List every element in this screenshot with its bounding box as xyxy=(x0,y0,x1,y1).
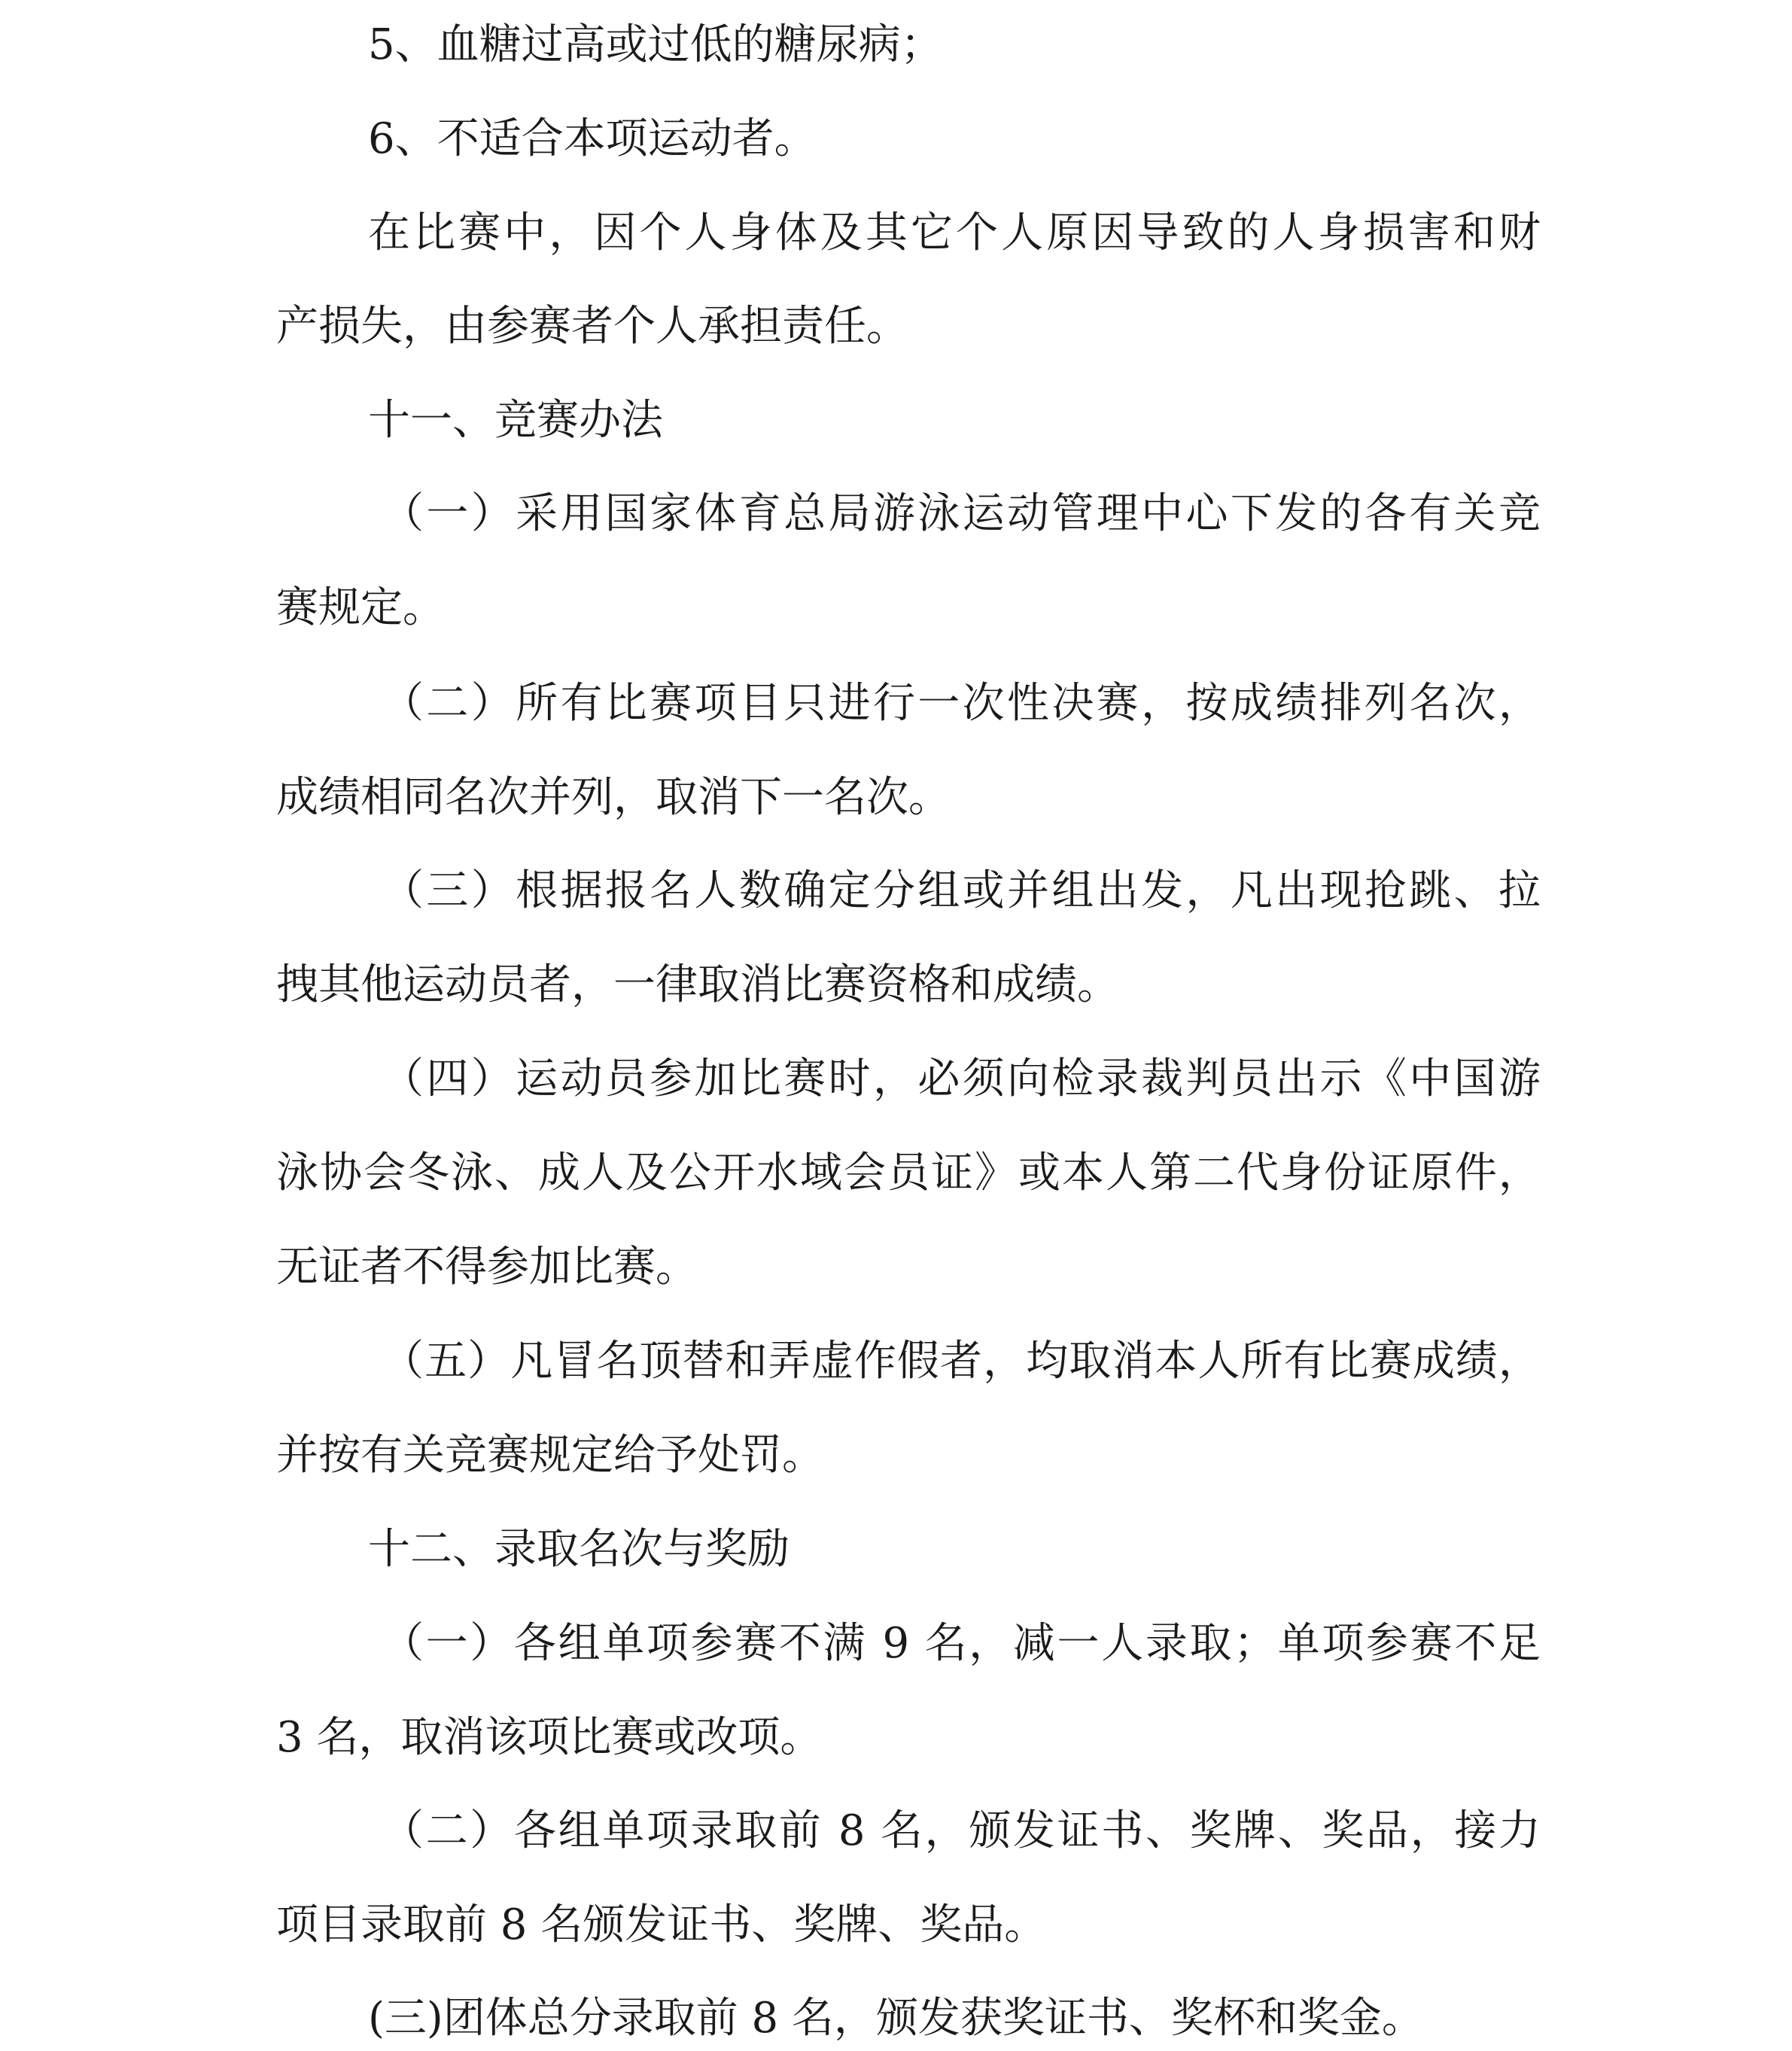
award-1-line-2: 3 名，取消该项比赛或改项。 xyxy=(276,1713,823,1762)
item-6-unsuitable: 6、不适合本项运动者。 xyxy=(368,114,817,163)
rule-1-line-2: 赛规定。 xyxy=(276,583,445,632)
rule-4-line-1: （四）运动员参加比赛时，必须向检录裁判员出示《中国游 xyxy=(382,1054,1541,1103)
rule-1-line-1: （一）采用国家体育总局游泳运动管理中心下发的各有关竞 xyxy=(382,489,1541,538)
award-1-line-1: （一）各组单项参赛不满 9 名，减一人录取；单项参赛不足 xyxy=(382,1619,1541,1668)
rule-3-line-1: （三）根据报名人数确定分组或并组出发，凡出现抢跳、拉 xyxy=(382,866,1541,915)
rule-4-line-3: 无证者不得参加比赛。 xyxy=(276,1243,698,1292)
award-2-line-1: （二）各组单项录取前 8 名，颁发证书、奖牌、奖品，接力 xyxy=(382,1806,1541,1855)
item-5-diabetes: 5、血糖过高或过低的糖尿病； xyxy=(368,20,943,69)
section-11-heading: 十一、竞赛办法 xyxy=(368,396,663,445)
rule-5-line-2: 并按有关竞赛规定给予处罚。 xyxy=(276,1431,824,1480)
liability-paragraph-line-2: 产损失，由参赛者个人承担责任。 xyxy=(276,302,908,351)
liability-paragraph-line-1: 在比赛中，因个人身体及其它个人原因导致的人身损害和财 xyxy=(368,208,1541,257)
rule-4-line-2: 泳协会冬泳、成人及公开水域会员证》或本人第二代身份证原件， xyxy=(276,1149,1541,1197)
award-2-line-2: 项目录取前 8 名颁发证书、奖牌、奖品。 xyxy=(276,1900,1047,1949)
award-3-line-1: (三)团体总分录取前 8 名，颁发获奖证书、奖杯和奖金。 xyxy=(368,1994,1424,2043)
rule-5-line-1: （五）凡冒名顶替和弄虚作假者，均取消本人所有比赛成绩， xyxy=(382,1337,1541,1386)
rule-2-line-2: 成绩相同名次并列，取消下一名次。 xyxy=(276,773,951,822)
rule-2-line-1: （二）所有比赛项目只进行一次性决赛，按成绩排列名次， xyxy=(382,679,1541,728)
section-12-heading: 十二、录取名次与奖励 xyxy=(368,1525,790,1574)
rule-3-line-2: 拽其他运动员者，一律取消比赛资格和成绩。 xyxy=(276,960,1119,1009)
